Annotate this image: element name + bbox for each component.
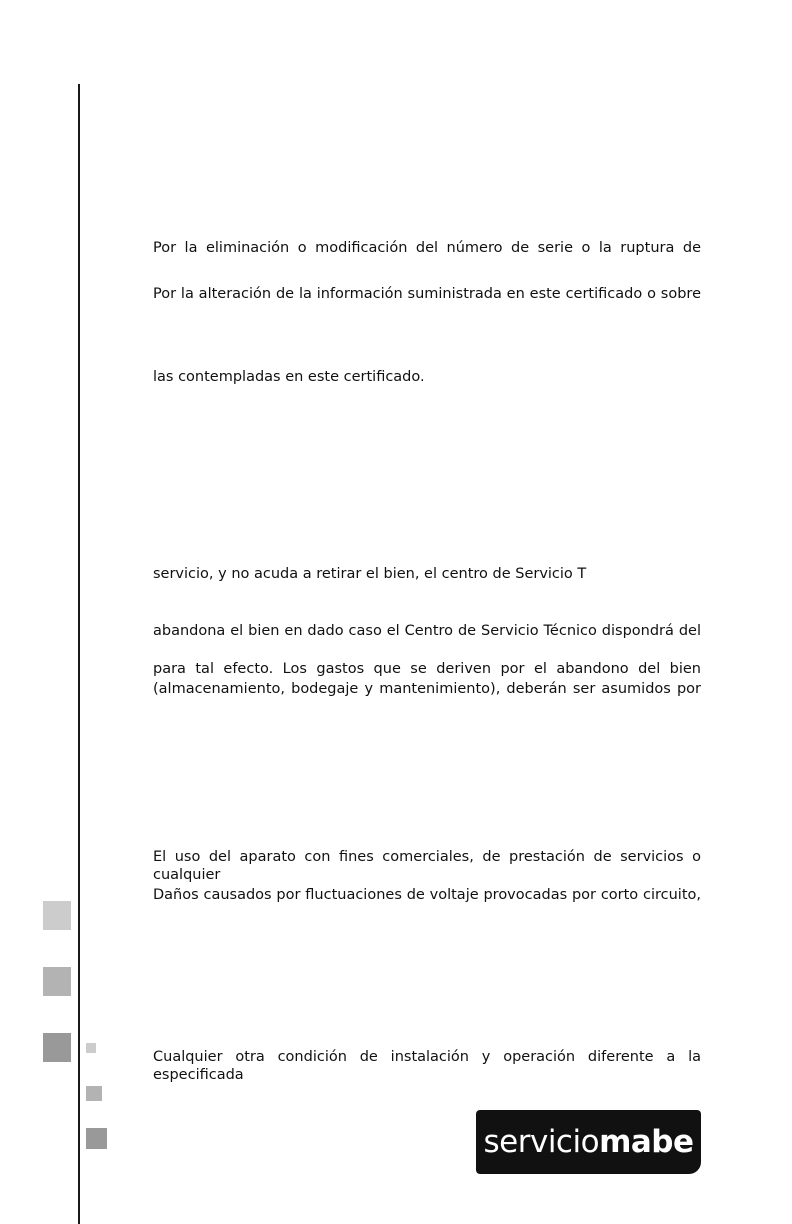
text-line-service-pickup: servicio, y no acuda a retirar el bien, el centro de Servicio T [153, 566, 587, 582]
decorative-square-mid [43, 967, 71, 996]
serviciomabe-logo [476, 1110, 701, 1174]
decorative-small-square-light [86, 1043, 96, 1053]
decorative-small-square-dark [86, 1128, 107, 1149]
margin-rule [78, 84, 80, 1224]
logo-text-mabe: mabe [599, 1124, 694, 1160]
decorative-small-square-mid [86, 1086, 102, 1101]
text-line-other-conditions: Cualquier otra condición de instalación y operación diferente a la especificada [153, 1049, 701, 1083]
text-line-commercial-use: El uso del aparato con fines comerciales, de prestación de servicios o cualquier [153, 849, 701, 883]
text-line-storage-costs: (almacenamiento, bodegaje y mantenimiento), deberán ser asumidos por [153, 681, 701, 697]
text-line-voltage-damage: Daños causados por fluctuaciones de voltaje provocadas por corto circuito, [153, 887, 701, 903]
logo-text-servicio: servicio [483, 1124, 600, 1160]
decorative-square-dark [43, 1033, 71, 1062]
text-line-serial-number: Por la eliminación o modificación del número de serie o la ruptura de [153, 240, 701, 256]
text-line-abandon-costs: para tal efecto. Los gastos que se deriven por el abandono del bien [153, 661, 701, 677]
decorative-square-light [43, 901, 71, 930]
text-line-abandon: abandona el bien en dado caso el Centro de Servicio Técnico dispondrá del [153, 623, 701, 639]
text-line-information-alteration: Por la alteración de la información suministrada en este certificado o sobre [153, 286, 701, 302]
text-line-certificate: las contempladas en este certificado. [153, 369, 425, 385]
